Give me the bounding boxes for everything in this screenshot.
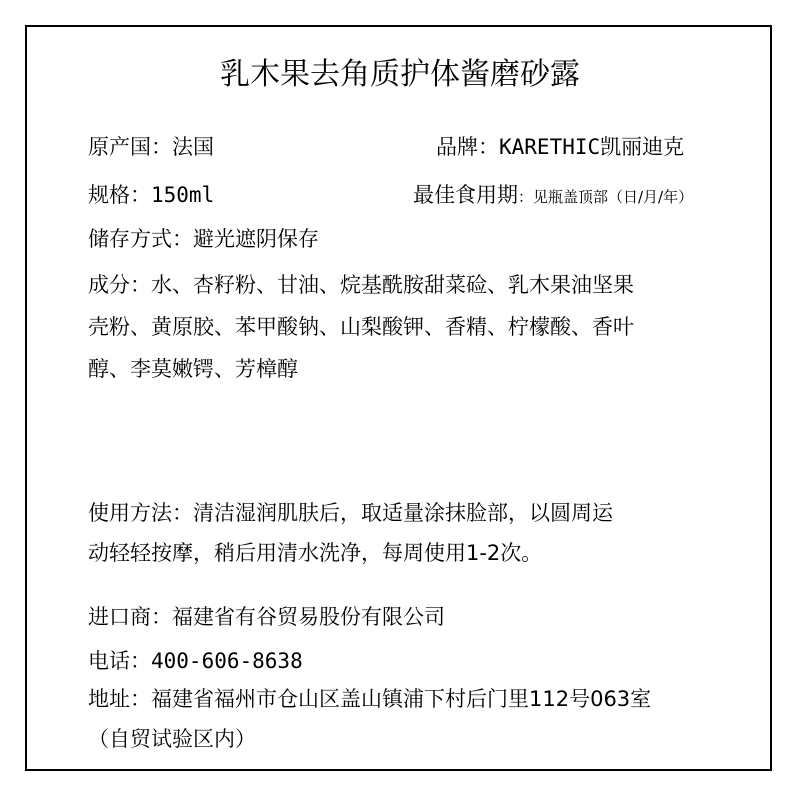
- ingredients-line-1: 成分：水、杏籽粉、甘油、烷基酰胺甜菜硷、乳木果油坚果: [88, 273, 634, 297]
- best-before-value: ：见瓶盖顶部（日/月/年）: [518, 188, 694, 206]
- origin-label: 原产国：: [88, 135, 172, 159]
- origin-value: 法国: [172, 135, 214, 159]
- address-line-2: （自贸试验区内）: [88, 727, 256, 751]
- product-title: 乳木果去角质护体酱磨砂露: [220, 57, 580, 92]
- usage-line-2: 动轻轻按摩，稍后用清水洗净，每周使用1-2次。: [88, 541, 543, 565]
- brand-row: [436, 132, 684, 162]
- best-before-row: [413, 180, 693, 212]
- address-line-1: 地址：福建省福州市仓山区盖山镇浦下村后门里112号063室: [88, 687, 652, 711]
- brand-value: KARETHIC凯丽迪克: [499, 135, 685, 159]
- origin-row: [88, 132, 214, 162]
- spec-value: 150ml: [151, 183, 215, 207]
- storage-row: [88, 224, 319, 254]
- storage-value: 避光遮阴保存: [193, 227, 319, 251]
- best-before-label: 最佳食用期: [413, 183, 518, 207]
- importer-row: [88, 602, 445, 632]
- usage-line-1: 使用方法：清洁湿润肌肤后，取适量涂抹脸部，以圆周运: [88, 501, 613, 525]
- phone-value: 400-606-8638: [151, 649, 303, 673]
- spec-label: 规格：: [88, 183, 151, 207]
- phone-row: [88, 646, 303, 676]
- ingredients-line-2: 壳粉、黄原胶、苯甲酸钠、山梨酸钾、香精、柠檬酸、香叶: [88, 315, 634, 339]
- spec-row: [88, 180, 214, 210]
- brand-label: 品牌：: [436, 135, 499, 159]
- storage-label: 储存方式：: [88, 227, 193, 251]
- phone-label: 电话：: [88, 649, 151, 673]
- importer-value: 福建省有谷贸易股份有限公司: [172, 605, 445, 629]
- importer-label: 进口商：: [88, 605, 172, 629]
- ingredients-line-3: 醇、李莫嫩锷、芳樟醇: [88, 357, 298, 381]
